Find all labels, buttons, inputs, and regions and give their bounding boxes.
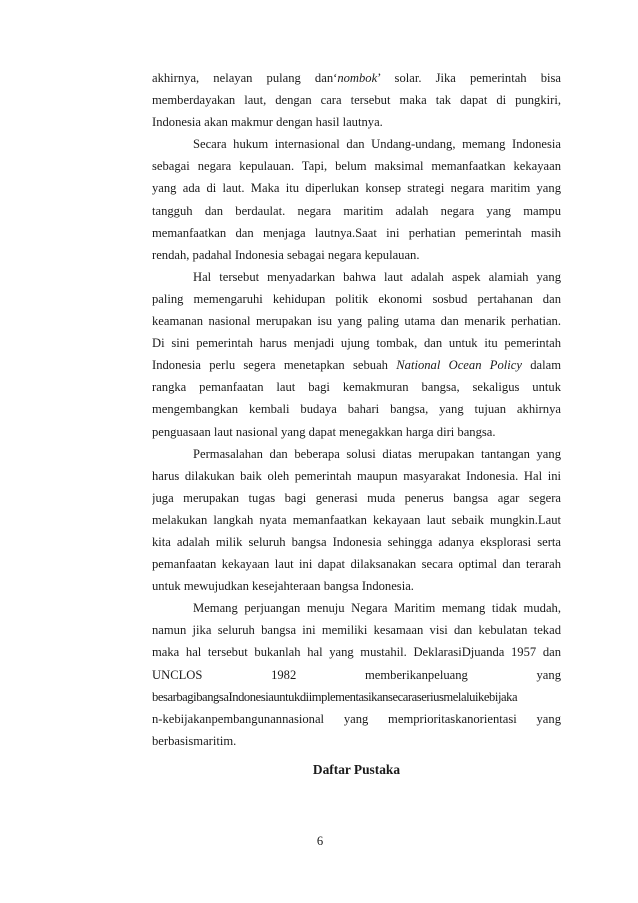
- text-line: keamanan nasional merupakan isu yang paling utama dan menarik perhatian.: [152, 314, 561, 329]
- text-line: berbasismaritim.: [152, 733, 237, 748]
- text-line: memanfaatkan dan menjaga lautnya.Saat ini perhatian pemerintah masih: [152, 225, 561, 240]
- text-line: Indonesia akan makmur dengan hasil lautnya.: [152, 115, 383, 130]
- page-number: 6: [316, 834, 324, 848]
- text-line: besarbagibangsaIndonesiauntukdiimplementasikansecaraseriusmelaluikebijaka: [152, 689, 518, 704]
- text-line: harus dilakukan baik oleh pemerintah maupun masyarakat Indonesia. Hal ini: [152, 468, 561, 483]
- text-line: Secara hukum internasional dan Undang-undang, memang Indonesia: [193, 137, 561, 152]
- text-line: akhirnya, nelayan pulang dan‘nombok’ solar. Jika pemerintah bisa: [152, 71, 561, 85]
- text-line: Permasalahan dan beberapa solusi diatas merupakan tantangan yang: [193, 446, 561, 461]
- text-line: kita adalah milik seluruh bangsa Indonesia sehingga adanya eksplorasi serta: [152, 534, 561, 549]
- text-line: yang ada di laut. Maka itu diperlukan konsep strategi negara maritim yang: [152, 181, 561, 196]
- paragraph-2: [152, 133, 561, 266]
- paragraph-1: [152, 67, 561, 133]
- text-line: rangka pemanfaatan laut bagi kemakmuran bangsa, sekaligus untuk: [152, 380, 561, 395]
- text-line: mengembangkan kembali budaya bahari bangsa, yang tujuan akhirnya: [152, 402, 561, 417]
- text-line: tangguh dan berdaulat. negara maritim adalah negara yang mampu: [152, 203, 561, 218]
- text-line: paling memengaruhi kehidupan politik ekonomi sosbud pertahanan dan: [152, 291, 561, 306]
- text-line: juga merupakan tugas bagi generasi muda penerus bangsa agar segera: [152, 490, 561, 505]
- text-line: sebagai negara kepulauan. Tapi, belum maksimal memanfaatkan kekayaan: [152, 159, 561, 174]
- text-line-spaced: n-kebijakanpembangunannasional yang memprioritaskanorientasi yang: [152, 711, 561, 726]
- text-line: Di sini pemerintah harus menjadi ujung tombak, dan untuk itu pemerintah: [152, 336, 561, 351]
- text-line: Memang perjuangan menuju Negara Maritim memang tidak mudah,: [193, 601, 561, 616]
- text-line-with-italic: Indonesia perlu segera menetapkan sebuah National Ocean Policy dalam: [152, 358, 561, 373]
- paragraph-3: [152, 266, 561, 443]
- text-line: untuk mewujudkan kesejahteraan bangsa Indonesia.: [152, 579, 414, 594]
- text-line: melakukan langkah nyata memanfaatkan kekayaan laut sebaik mungkin.Laut: [152, 512, 561, 527]
- text-line: Hal tersebut menyadarkan bahwa laut adalah aspek alamiah yang: [193, 269, 561, 284]
- italic-phrase: National Ocean Policy: [396, 358, 522, 373]
- paragraph-5: [152, 597, 561, 752]
- text-line: memberdayakan laut, dengan cara tersebut maka tak dapat di pungkiri,: [152, 93, 561, 108]
- paragraph-4: [152, 443, 561, 598]
- text-line: pemanfaatan kekayaan laut ini dapat dilaksanakan secara optimal dan terarah: [152, 557, 561, 572]
- text-line-spaced: UNCLOS 1982 memberikanpeluang yang: [152, 667, 561, 682]
- text-line: penguasaan laut nasional yang dapat menegakkan harga diri bangsa.: [152, 424, 496, 439]
- text-line: maka hal tersebut bukanlah hal yang mustahil. DeklarasiDjuanda 1957 dan: [152, 645, 561, 660]
- italic-phrase: nombok: [337, 71, 378, 85]
- body-text: [152, 67, 561, 752]
- section-heading: Daftar Pustaka: [312, 762, 401, 777]
- text-line: namun jika seluruh bangsa ini memiliki kesamaan visi dan kebulatan tekad: [152, 623, 561, 638]
- text-line: rendah, padahal Indonesia sebagai negara kepulauan.: [152, 247, 420, 262]
